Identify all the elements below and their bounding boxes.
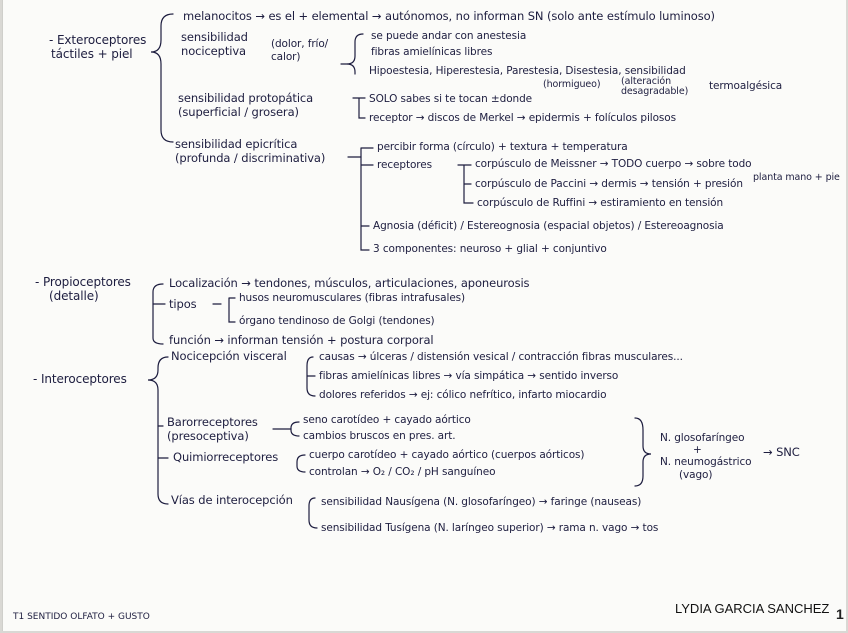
vias-title: Vías de interocepción xyxy=(171,493,293,507)
proto-item-b: receptor → discos de Merkel → epidermis + folículos pilosos xyxy=(369,112,676,124)
propio-title: - Propioceptores xyxy=(35,275,131,289)
noci-brace xyxy=(347,34,363,74)
epi-receptores: receptores xyxy=(377,159,433,171)
epi-item-a: percibir forma (círculo) + textura + temperatura xyxy=(377,141,628,153)
tipo-a: husos neuromusculares (fibras intrafusales) xyxy=(239,292,466,304)
author-name: LYDIA GARCIA SANCHEZ xyxy=(675,601,830,616)
footer-note: T1 SENTIDO OLFATO + GUSTO xyxy=(13,612,150,622)
baro-title-2: (presoceptiva) xyxy=(167,429,249,443)
nerves-brace xyxy=(635,418,651,486)
quimio-a: cuerpo carotídeo + cayado aórtico (cuerpos aórticos) xyxy=(309,449,585,461)
noci-visceral-a: causas → úlceras / distensión vesical / contracción fibras musculares... xyxy=(319,351,683,363)
baro-brace xyxy=(291,422,299,436)
proto-branch xyxy=(353,98,365,118)
noci-sub-3: termoalgésica xyxy=(709,80,783,92)
noci-visceral-title: Nocicepción visceral xyxy=(171,349,287,363)
notes-page xyxy=(2,0,846,631)
extero-brace xyxy=(151,14,173,142)
noci-item-b: fibras amielínicas libres xyxy=(371,46,493,58)
ruffini-line: corpúsculo de Ruffini → estiramiento en tensión xyxy=(477,197,724,209)
noci-item-a: se puede andar con anestesia xyxy=(371,30,527,42)
propio-tipos: tipos xyxy=(169,297,197,311)
tipos-brace xyxy=(213,298,235,322)
paccini-line: corpúsculo de Paccini → dermis → tensión + presión xyxy=(475,178,743,190)
noci-visceral-brace xyxy=(307,357,315,396)
noci-visceral-c: dolores referidos → ej: cólico nefrítico, infarto miocardio xyxy=(319,389,607,401)
quimio-b: controlan → O₂ / CO₂ / pH sanguíneo xyxy=(309,466,496,478)
noci-visceral-b: fibras amielínicas libres → vía simpática → sentido inverso xyxy=(319,370,619,382)
rec-brace xyxy=(458,165,473,203)
quimio-brace xyxy=(297,455,305,472)
intero-title: - Interoceptores xyxy=(33,372,127,386)
noci-title-1: sensibilidad xyxy=(181,30,248,44)
proto-title-2: (superficial / grosera) xyxy=(178,105,299,119)
snc-label: → SNC xyxy=(763,445,800,459)
meissner-line: corpúsculo de Meissner → TODO cuerpo → sobre todo xyxy=(475,158,752,170)
noci-sub-1: (hormigueo) xyxy=(543,79,601,90)
nerve-neumogastrico: N. neumogástrico xyxy=(660,456,752,468)
vias-b: sensibilidad Tusígena (N. laríngeo superior) → rama n. vago → tos xyxy=(321,522,659,534)
extero-subtitle: táctiles + piel xyxy=(51,47,133,61)
nerve-vago: (vago) xyxy=(679,469,713,481)
propio-localizacion: Localización → tendones, músculos, articulaciones, aponeurosis xyxy=(169,276,530,290)
quimio-title: Quimiorreceptores xyxy=(173,450,279,464)
noci-title-2: nociceptiva xyxy=(181,44,246,58)
baro-a: seno carotídeo + cayado aórtico xyxy=(303,414,471,426)
proto-title-1: sensibilidad protopática xyxy=(178,91,314,105)
nerve-glosofaringeo: N. glosofaríngeo xyxy=(660,432,745,444)
propio-brace xyxy=(153,284,163,344)
epi-title-1: sensibilidad epicrítica xyxy=(175,137,298,151)
nerve-plus: + xyxy=(693,444,702,456)
tipo-b: órgano tendinoso de Golgi (tendones) xyxy=(239,315,435,327)
page-number: 1 xyxy=(836,606,844,622)
vias-brace xyxy=(309,498,317,528)
proto-item-a: SOLO sabes si te tocan ±donde xyxy=(369,93,532,105)
melanocitos-line: melanocitos → es el + elemental → autónomos, no informan SN (solo ante estímulo luminoso) xyxy=(183,9,715,23)
epi-title-2: (profunda / discriminativa) xyxy=(175,151,326,165)
noci-sub-2: (alteración desagradable) xyxy=(621,76,689,97)
propio-funcion: función → informan tensión + postura corporal xyxy=(169,333,434,347)
baro-b: cambios bruscos en pres. art. xyxy=(303,430,456,442)
intero-brace xyxy=(148,357,168,504)
meissner-sub: planta mano + pie xyxy=(753,172,840,183)
vias-a: sensibilidad Nausígena (N. glosofaríngeo) → faringe (nauseas) xyxy=(321,496,642,508)
noci-paren: (dolor, frío/ calor) xyxy=(271,38,329,63)
extero-title: - Exteroceptores xyxy=(49,33,147,47)
noci-item-c: Hipoestesia, Hiperestesia, Parestesia, Disestesia, sensibilidad xyxy=(369,65,686,77)
epi-item-b: Agnosia (déficit) / Estereognosia (espacial objetos) / Estereoagnosia xyxy=(373,220,724,232)
epi-brace xyxy=(361,148,373,250)
epi-item-c: 3 componentes: neuroso + glial + conjuntivo xyxy=(373,243,607,255)
propio-subtitle: (detalle) xyxy=(49,289,99,303)
baro-title-1: Barorreceptores xyxy=(167,415,258,429)
